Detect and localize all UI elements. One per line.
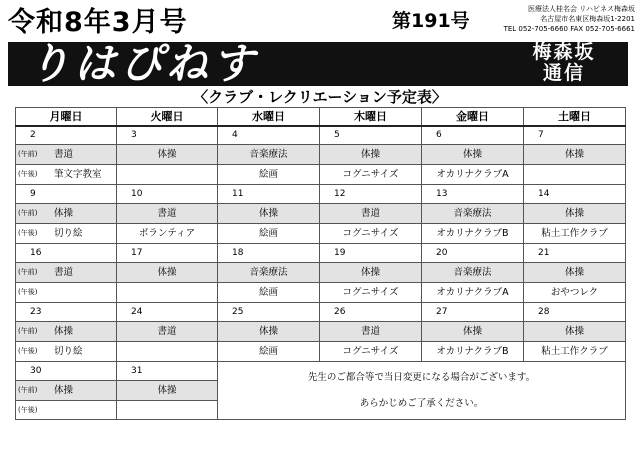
- am-activity: 体操: [564, 149, 584, 160]
- day-number: 5: [320, 126, 422, 145]
- pm-activity-cell: [320, 283, 422, 303]
- pm-activity-cell: [117, 224, 218, 244]
- am-row: [16, 322, 626, 342]
- pm-activity-cell: [117, 342, 218, 362]
- cell-content: [218, 204, 319, 223]
- subtitle-line-1: 梅森坂: [532, 41, 596, 63]
- pm-activity-cell: [320, 224, 422, 244]
- day-number: 19: [320, 244, 422, 263]
- am-activity-cell: [422, 145, 524, 165]
- cell-content: [320, 283, 421, 302]
- am-activity-cell: [117, 322, 218, 342]
- pm-activity-cell: [218, 165, 320, 185]
- weekday-monday: 月曜日: [16, 108, 117, 126]
- am-activity: 書道: [54, 149, 74, 160]
- day-number: 2: [16, 126, 117, 145]
- pm-activity-cell: [16, 401, 117, 420]
- am-label: (午前): [18, 386, 38, 394]
- day-number: 26: [320, 303, 422, 322]
- pm-activity-cell: [16, 224, 117, 244]
- pm-activity-cell: [422, 224, 524, 244]
- cell-content: [422, 342, 523, 361]
- cell-content: [524, 165, 625, 184]
- cell-content: [16, 165, 116, 184]
- pm-activity-cell: [320, 165, 422, 185]
- cell-content: [16, 342, 116, 361]
- day-number: 17: [117, 244, 218, 263]
- pm-activity-cell: [218, 224, 320, 244]
- cell-content: [218, 342, 319, 361]
- pm-activity: 絵画: [258, 287, 278, 298]
- subtitle-line-2: 通信: [542, 62, 585, 84]
- pm-activity: コグニサイズ: [342, 169, 399, 180]
- am-label: (午前): [18, 327, 38, 335]
- cell-content: [524, 263, 625, 282]
- pm-activity-cell: [422, 342, 524, 362]
- cell-content: [117, 322, 217, 341]
- pm-label: (午後): [18, 229, 38, 237]
- schedule-title: 〈クラブ・レクリエーション予定表〉: [193, 88, 447, 106]
- cell-content: [320, 322, 421, 341]
- cell-content: [524, 204, 625, 223]
- day-number: 25: [218, 303, 320, 322]
- cell-content: [16, 401, 116, 419]
- pm-activity-cell: [524, 283, 626, 303]
- am-activity-cell: [524, 204, 626, 224]
- cell-content: [117, 145, 217, 164]
- weekday-saturday: 土曜日: [524, 108, 626, 126]
- newsletter-subtitle: [518, 42, 610, 84]
- am-activity-cell: [117, 263, 218, 283]
- notice-line: あらかじめご了承ください。: [359, 397, 484, 409]
- weekday-wednesday: 水曜日: [218, 108, 320, 126]
- am-activity: 体操: [564, 267, 584, 278]
- day-number: 24: [117, 303, 218, 322]
- am-activity-cell: [320, 263, 422, 283]
- date-row: [16, 362, 626, 381]
- am-activity-cell: [218, 322, 320, 342]
- date-row: [16, 126, 626, 145]
- am-activity-cell: [117, 145, 218, 165]
- weekday-friday: 金曜日: [422, 108, 524, 126]
- am-activity-cell: [422, 204, 524, 224]
- cell-content: [422, 204, 523, 223]
- am-activity: 体操: [360, 149, 380, 160]
- pm-activity-cell: [16, 342, 117, 362]
- date-row: [16, 185, 626, 204]
- pm-activity: 絵画: [258, 346, 278, 357]
- cell-content: [16, 381, 116, 400]
- am-activity-cell: [320, 204, 422, 224]
- day-number: 10: [117, 185, 218, 204]
- pm-activity: オカリナクラブA: [436, 287, 509, 298]
- cell-content: [117, 263, 217, 282]
- cell-content: [320, 263, 421, 282]
- am-activity-cell: [524, 145, 626, 165]
- pm-activity: オカリナクラブA: [436, 169, 509, 180]
- pm-activity-cell: [524, 342, 626, 362]
- am-activity: 書道: [54, 267, 74, 278]
- cell-content: [218, 165, 319, 184]
- pm-activity-cell: [218, 342, 320, 362]
- pm-activity: 切り絵: [54, 346, 83, 357]
- day-number: 12: [320, 185, 422, 204]
- pm-label: (午後): [18, 406, 38, 414]
- day-number: 31: [117, 362, 218, 381]
- pm-activity: コグニサイズ: [342, 346, 399, 357]
- issue-era: 令和8年3月号: [8, 7, 188, 38]
- cell-content: [320, 204, 421, 223]
- day-number: 18: [218, 244, 320, 263]
- pm-activity-cell: [117, 283, 218, 303]
- am-activity: 書道: [360, 326, 380, 337]
- pm-row: [16, 165, 626, 185]
- am-activity-cell: [117, 204, 218, 224]
- cell-content: [422, 224, 523, 243]
- am-activity: 体操: [258, 208, 278, 219]
- weekday-header-row: [16, 108, 626, 126]
- pm-activity-cell: [218, 283, 320, 303]
- cell-content: [524, 342, 625, 361]
- pm-activity: コグニサイズ: [342, 287, 399, 298]
- pm-activity-cell: [117, 165, 218, 185]
- cell-content: [117, 283, 217, 302]
- am-activity: 体操: [462, 326, 482, 337]
- am-activity: 体操: [54, 385, 74, 396]
- day-number: 11: [218, 185, 320, 204]
- am-activity-cell: [16, 145, 117, 165]
- am-activity: 体操: [564, 208, 584, 219]
- day-number: 7: [524, 126, 626, 145]
- am-activity-cell: [218, 263, 320, 283]
- pm-label: (午後): [18, 288, 38, 296]
- cell-content: [218, 224, 319, 243]
- cell-content: [218, 263, 319, 282]
- pm-activity-cell: [422, 165, 524, 185]
- pm-activity: 筆文字教室: [54, 169, 102, 180]
- newsletter-banner: [8, 39, 628, 88]
- pm-row: [16, 224, 626, 244]
- cell-content: [16, 224, 116, 243]
- am-activity: 体操: [157, 385, 177, 396]
- cell-content: [320, 224, 421, 243]
- pm-activity-cell: [524, 165, 626, 185]
- am-activity-cell: [422, 322, 524, 342]
- am-activity: 体操: [258, 326, 278, 337]
- day-number: 13: [422, 185, 524, 204]
- cell-content: [524, 145, 625, 164]
- am-row: [16, 263, 626, 283]
- pm-activity: おやつレク: [550, 287, 599, 298]
- organization-info: [470, 4, 635, 34]
- am-row: [16, 204, 626, 224]
- date-row: [16, 303, 626, 322]
- day-number: 27: [422, 303, 524, 322]
- am-activity: 音楽療法: [453, 208, 492, 219]
- day-number: 4: [218, 126, 320, 145]
- pm-activity-cell: [16, 165, 117, 185]
- cell-content: [218, 322, 319, 341]
- cell-content: [524, 224, 625, 243]
- newsletter-title: りはぴねす: [28, 39, 259, 88]
- pm-activity: 絵画: [258, 228, 278, 239]
- cell-content: [218, 145, 319, 164]
- am-activity: 音楽療法: [249, 267, 288, 278]
- pm-activity: オカリナクラブB: [436, 346, 509, 357]
- cell-content: [320, 165, 421, 184]
- am-label: (午前): [18, 209, 38, 217]
- am-activity: 体操: [54, 326, 74, 337]
- am-activity: 書道: [360, 208, 380, 219]
- pm-label: (午後): [18, 347, 38, 355]
- org-address: 名古屋市名東区梅森坂1-2201: [540, 15, 635, 23]
- pm-activity-cell: [422, 283, 524, 303]
- am-activity-cell: [218, 204, 320, 224]
- pm-activity: コグニサイズ: [342, 228, 399, 239]
- cell-content: [16, 204, 116, 223]
- org-phone: TEL 052-705-6660 FAX 052-705-6661: [503, 25, 635, 33]
- day-number: 3: [117, 126, 218, 145]
- am-activity: 体操: [157, 267, 177, 278]
- pm-activity-cell: [320, 342, 422, 362]
- am-activity-cell: [524, 263, 626, 283]
- notice-line: 先生のご都合等で当日変更になる場合がございます。: [307, 371, 536, 383]
- cell-content: [422, 165, 523, 184]
- am-activity-cell: [16, 322, 117, 342]
- pm-activity: 粘土工作クラブ: [541, 228, 608, 239]
- cell-content: [117, 224, 217, 243]
- cell-content: [16, 322, 116, 341]
- cell-content: [320, 342, 421, 361]
- am-activity-cell: [218, 145, 320, 165]
- day-number: 23: [16, 303, 117, 322]
- pm-label: (午後): [18, 170, 38, 178]
- am-activity: 書道: [157, 326, 177, 337]
- am-label: (午前): [18, 268, 38, 276]
- day-number: 6: [422, 126, 524, 145]
- day-number: 9: [16, 185, 117, 204]
- am-activity: 書道: [157, 208, 177, 219]
- date-row: [16, 244, 626, 263]
- notice-box: [218, 362, 626, 420]
- cell-content: [117, 204, 217, 223]
- pm-activity: オカリナクラブB: [436, 228, 509, 239]
- cell-content: [117, 342, 217, 361]
- am-activity: 音楽療法: [249, 149, 288, 160]
- schedule-calendar: [15, 107, 626, 420]
- am-activity: 音楽療法: [453, 267, 492, 278]
- am-activity-cell: [16, 381, 117, 401]
- day-number: 14: [524, 185, 626, 204]
- cell-content: [117, 401, 217, 419]
- am-activity: 体操: [157, 149, 177, 160]
- am-activity: 体操: [360, 267, 380, 278]
- pm-row: [16, 283, 626, 303]
- cell-content: [422, 283, 523, 302]
- org-name: 医療法人桂名会 リハビネス梅森坂: [527, 5, 635, 13]
- day-number: 16: [16, 244, 117, 263]
- am-activity-cell: [422, 263, 524, 283]
- cell-content: [320, 145, 421, 164]
- weekday-tuesday: 火曜日: [117, 108, 218, 126]
- cell-content: [422, 145, 523, 164]
- cell-content: [16, 263, 116, 282]
- cell-content: [422, 322, 523, 341]
- am-label: (午前): [18, 150, 38, 158]
- calendar-body: [16, 126, 626, 420]
- cell-content: [524, 322, 625, 341]
- am-activity-cell: [16, 263, 117, 283]
- issue-number: 第191号: [392, 10, 470, 32]
- pm-activity-cell: [16, 283, 117, 303]
- day-number: 30: [16, 362, 117, 381]
- pm-activity: 絵画: [258, 169, 278, 180]
- am-activity: 体操: [54, 208, 74, 219]
- cell-content: [422, 263, 523, 282]
- pm-activity-cell: [117, 401, 218, 420]
- day-number: 20: [422, 244, 524, 263]
- am-activity: 体操: [462, 149, 482, 160]
- am-row: [16, 145, 626, 165]
- day-number: 28: [524, 303, 626, 322]
- day-number: 21: [524, 244, 626, 263]
- am-activity-cell: [117, 381, 218, 401]
- cell-content: [16, 145, 116, 164]
- am-activity-cell: [524, 322, 626, 342]
- pm-activity: 切り絵: [54, 228, 83, 239]
- pm-activity: 粘土工作クラブ: [541, 346, 608, 357]
- am-activity-cell: [16, 204, 117, 224]
- cell-content: [218, 283, 319, 302]
- pm-row: [16, 342, 626, 362]
- pm-activity-cell: [524, 224, 626, 244]
- cell-content: [117, 165, 217, 184]
- cell-content: [16, 283, 116, 302]
- cell-content: [524, 283, 625, 302]
- am-activity-cell: [320, 145, 422, 165]
- weekday-thursday: 木曜日: [320, 108, 422, 126]
- am-activity-cell: [320, 322, 422, 342]
- am-activity: 体操: [564, 326, 584, 337]
- pm-activity: ボランティア: [138, 228, 196, 239]
- cell-content: [117, 381, 217, 400]
